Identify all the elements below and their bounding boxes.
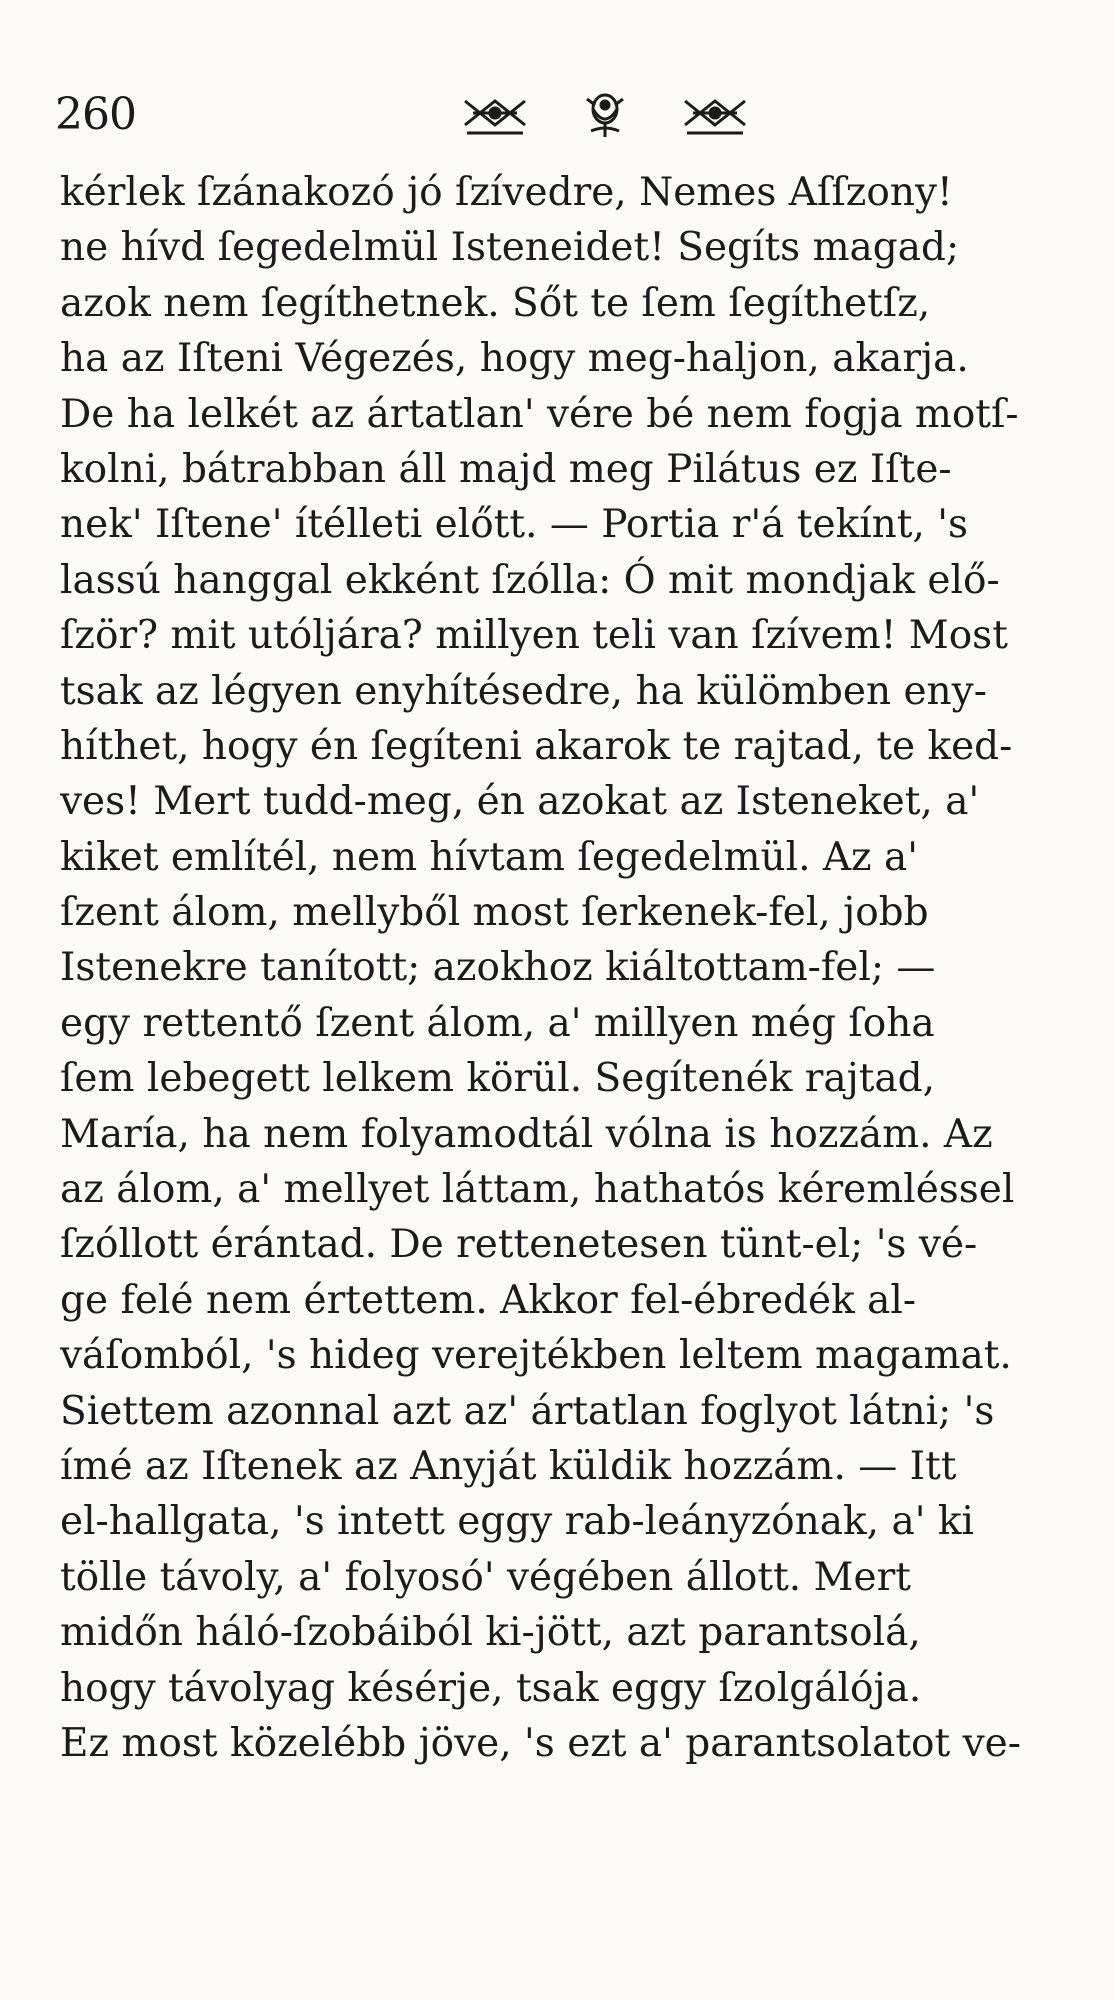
text-line: tsak az légyen enyhítésedre, ha külömben eny-	[60, 668, 987, 714]
text-line: az álom, a' mellyet láttam, hathatós kéremléssel	[60, 1167, 1015, 1213]
text-line: Ez most közelébb jöve, 's ezt a' parantsolatot ve-	[60, 1720, 1021, 1766]
text-line: egy rettentő ſzent álom, a' millyen még ſoha	[60, 1000, 935, 1046]
text-line: kérlek ſzánakozó jó ſzívedre, Nemes Aſſzony!	[60, 170, 953, 215]
central-floral-ornament	[587, 95, 623, 137]
text-line: Siettem azonnal azt az' ártatlan foglyot látni; 's	[60, 1388, 995, 1434]
text-line: midőn háló-ſzobáiból ki-jött, azt parantsolá,	[60, 1610, 921, 1656]
text-line: De ha lelkét az ártatlan' vére bé nem fogja motſ-	[60, 391, 1019, 437]
text-line: hogy távolyag késérje, tsak eggy ſzolgálója.	[60, 1665, 922, 1711]
text-line: ímé az Iſtenek az Anyját küldik hozzám. — Itt	[60, 1443, 957, 1489]
text-line: híthet, hogy én ſegíteni akarok te rajtad, te ked-	[60, 723, 1013, 769]
text-line: ha az Iſteni Végezés, hogy meg-haljon, akarja.	[60, 336, 969, 382]
text-line: azok nem ſegíthetnek. Sőt te ſem ſegíthetſz,	[60, 280, 931, 326]
left-lattice-ornament	[465, 101, 525, 133]
text-line: ſzent álom, mellyből most ſerkenek-fel, jobb	[60, 890, 929, 936]
text-line: nek' Iſtene' ítélleti előtt. — Portia r'á tekínt, 's	[60, 502, 968, 548]
text-line: Istenekre tanított; azokhoz kiáltottam-fel; —	[60, 945, 936, 991]
page-header	[55, 85, 1015, 145]
decorative-vignette-icon	[455, 89, 755, 141]
right-lattice-ornament	[685, 101, 745, 133]
text-line: ves! Mert tudd-meg, én azokat az Isteneket, a'	[60, 779, 980, 825]
text-line: lassú hanggal ekként ſzólla: Ó mit mondjak elő-	[60, 557, 1000, 603]
text-line: tölle távoly, a' folyosó' végében állott. Mert	[60, 1554, 911, 1600]
text-line: ſzóllott érántad. De rettenetesen tünt-el; 's vé-	[60, 1222, 978, 1268]
text-line: váſomból, 's hideg verejtékben leltem magamat.	[60, 1333, 1012, 1379]
text-line: kiket említél, nem hívtam ſegedelmül. Az a'	[60, 834, 918, 880]
text-line: ge felé nem értettem. Akkor fel-ébredék al-	[60, 1277, 917, 1323]
text-line: María, ha nem folyamodtál vólna is hozzám. Az	[60, 1111, 993, 1157]
text-line: el-hallgata, 's intett eggy rab-leányzónak, a' ki	[60, 1499, 974, 1545]
text-line: ne hívd ſegedelmül Isteneidet! Segíts magad;	[60, 225, 960, 271]
body-text	[60, 165, 1035, 1771]
text-line: kolni, bátrabban áll majd meg Pilátus ez Iſte-	[60, 446, 952, 492]
text-line: ſzör? mit utóljára? millyen teli van ſzívem! Most	[60, 613, 1008, 659]
text-line: ſem lebegett lelkem körül. Segítenék rajtad,	[60, 1056, 936, 1102]
page-number: 260	[55, 89, 136, 140]
